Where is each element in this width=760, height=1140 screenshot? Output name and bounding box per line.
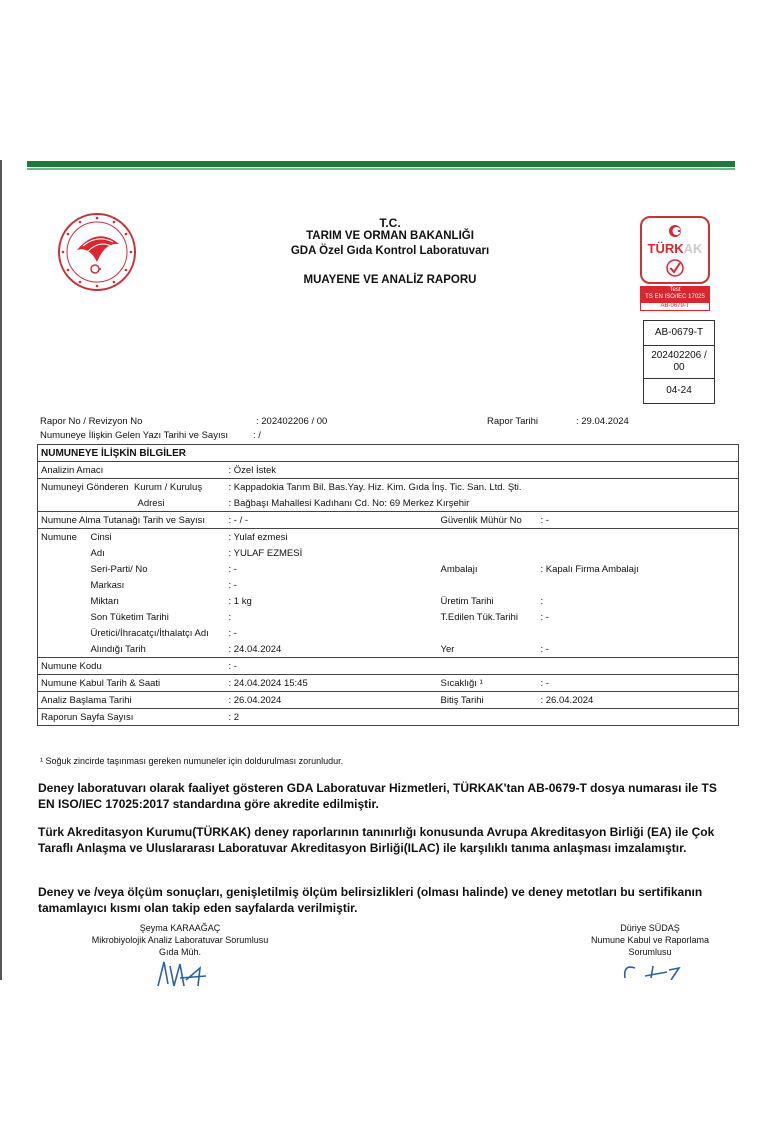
end-value: : 26.04.2024 (538, 692, 739, 709)
turkak-band-test: Test (669, 287, 681, 293)
package-value: : Kapalı Firma Ambalajı (540, 563, 639, 575)
sampling-value: : - / - (226, 512, 438, 529)
prod-date-value: : (540, 595, 544, 607)
expiry-label: Son Tüketim Tarihi (90, 611, 169, 623)
pages-label: Raporun Sayfa Sayısı (38, 709, 226, 726)
signer-left-name: Şeyma KARAAĞAÇ (139, 923, 221, 933)
turkak-band-standard: TS EN ISO/IEC 17025 (645, 294, 705, 300)
report-no-value: : 202402206 / 00 (256, 416, 328, 427)
handwritten-signature-icon (605, 958, 695, 980)
producer-value: : - (228, 627, 237, 639)
letter-value: : / (253, 430, 261, 441)
report-date-label: Rapor Tarihi (487, 416, 539, 427)
brand-value: : - (228, 579, 237, 591)
header-green-bar-thin (27, 168, 735, 170)
sample-label: Numune (38, 529, 88, 546)
batch-label: Seri-Parti/ No (90, 563, 148, 575)
name-label: Adı (90, 547, 105, 559)
type-label: Cinsi (88, 529, 226, 546)
report-no-label: Rapor No / Revizyon No (40, 416, 143, 427)
temp-label: Sıcaklığı ¹ (438, 675, 538, 692)
signer-right-role: Numune Kabul ve Raporlama (590, 935, 710, 945)
footnote: ¹ Soğuk zincirde taşınması gereken numuneler için doldurulması zorunludur. (40, 756, 344, 766)
ministry-seal-icon (57, 212, 137, 292)
code-label: Numune Kodu (38, 658, 226, 675)
signature-left (60, 922, 300, 991)
signature-right (580, 922, 720, 983)
amount-label: Miktarı (90, 595, 119, 607)
report-title: MUAYENE VE ANALİZ RAPORU (303, 274, 477, 286)
sender-label-cell: Numuneyi Gönderen Kurum / Kuruluş (38, 479, 226, 496)
letter-label: Numuneye İlişkin Gelen Yazı Tarihi ve Sayısı (40, 430, 228, 441)
header-lab: GDA Özel Gıda Kontrol Laboratuvarı (290, 245, 490, 257)
end-label: Bitiş Tarihi (438, 692, 538, 709)
sample-info-table (37, 444, 739, 726)
type-value: : Yulaf ezmesi (226, 529, 739, 546)
handwritten-signature-icon (150, 958, 210, 988)
turkak-brand-red: TÜRK (647, 241, 684, 256)
rec-expiry-value: : - (540, 611, 549, 623)
producer-label: Üretici/İhracatçı/İthalatçı Adı (90, 627, 209, 639)
signer-left-role: Mikrobiyolojik Analiz Laboratuvar Sorumlusu (91, 935, 269, 945)
name-value: : YULAF EZMESİ (228, 547, 303, 559)
purpose-label: Analizin Amacı (38, 462, 226, 479)
amount-value: : 1 kg (228, 595, 252, 607)
accept-label: Numune Kabul Tarih & Saati (38, 675, 226, 692)
signer-left-title: Gıda Müh. (158, 947, 202, 957)
turkak-band-code: AB-0679-T (640, 302, 710, 311)
accreditation-paragraph: Deney laboratuvarı olarak faaliyet gösteren GDA Laboratuvar Hizmetleri, TÜRKAK'tan AB-0679-T dosya numarası ile TS EN ISO/IEC 17025:2017 standardına göre akredite edilmiştir. (38, 781, 717, 811)
report-no-box: 202402206 / 00 (644, 346, 714, 379)
recognition-paragraph: Türk Akreditasyon Kurumu(TÜRKAK) deney raporlarının tanınırlığı konusunda Avrupa Akreditasyon Birliği (EA) ile Çok Taraflı Anlaşma ve Uluslararası Laboratuvar Akreditasyon Birliği(ILAC) ile karşılıklı tanıma anlaşması imzalamıştır. (38, 825, 715, 855)
temp-value: : - (538, 675, 739, 692)
rec-expiry-label: T.Edilen Tük.Tarihi (440, 611, 518, 623)
seal-label: Güvenlik Mühür No (438, 512, 538, 529)
accept-value: : 24.04.2024 15:45 (226, 675, 438, 692)
batch-value: : - (228, 563, 237, 575)
place-value: : - (540, 643, 549, 655)
date-code: 04-24 (666, 385, 692, 396)
report-date-value: : 29.04.2024 (576, 416, 629, 427)
header-ministry: TARIM VE ORMAN BAKANLIĞI (306, 230, 474, 242)
code-value: : - (226, 658, 739, 675)
start-label: Analiz Başlama Tarihi (38, 692, 226, 709)
taken-date-label: Alındığı Tarih (90, 643, 146, 655)
pages-value: : 2 (226, 709, 739, 726)
turkak-brand-grey: AK (683, 241, 703, 256)
turkak-badge (640, 216, 710, 311)
page-edge (0, 160, 2, 980)
taken-date-value: : 24.04.2024 (228, 643, 282, 655)
results-paragraph: Deney ve /veya ölçüm sonuçları, genişletilmiş ölçüm belirsizlikleri (olması halinde) ve deney metotları bu sertifikanın tamamlayıcı kısmı olan takip eden sayfalarda verilmiştir. (38, 885, 703, 915)
start-value: : 26.04.2024 (226, 692, 438, 709)
header-country: T.C. (379, 216, 401, 230)
report-code-box (643, 320, 715, 404)
purpose-value: : Özel İstek (226, 462, 739, 479)
signer-right-role-2: Sorumlusu (628, 947, 672, 957)
place-label: Yer (440, 643, 455, 655)
sampling-label: Numune Alma Tutanağı Tarih ve Sayısı (38, 512, 226, 529)
sender-addr-label: Adresi (137, 497, 165, 509)
sender-org-value: : Kappadokia Tarım Bil. Bas.Yay. Hiz. Kim. Gıda İnş. Tic. San. Ltd. Şti. (226, 479, 739, 496)
signer-right-name: Düriye SÜDAŞ (620, 923, 680, 933)
package-label: Ambalajı (440, 563, 478, 575)
sender-addr-value: : Bağbaşı Mahallesi Kadıhanı Cd. No: 69 Merkez Kırşehir (228, 497, 470, 509)
accreditation-no: AB-0679-T (644, 321, 714, 346)
prod-date-label: Üretim Tarihi (440, 595, 494, 607)
brand-label: Markası (90, 579, 125, 591)
expiry-value: : (228, 611, 232, 623)
seal-value: : - (538, 512, 739, 529)
header-green-bar (27, 161, 735, 167)
section-title: NUMUNEYE İLİŞKİN BİLGİLER (41, 447, 187, 459)
